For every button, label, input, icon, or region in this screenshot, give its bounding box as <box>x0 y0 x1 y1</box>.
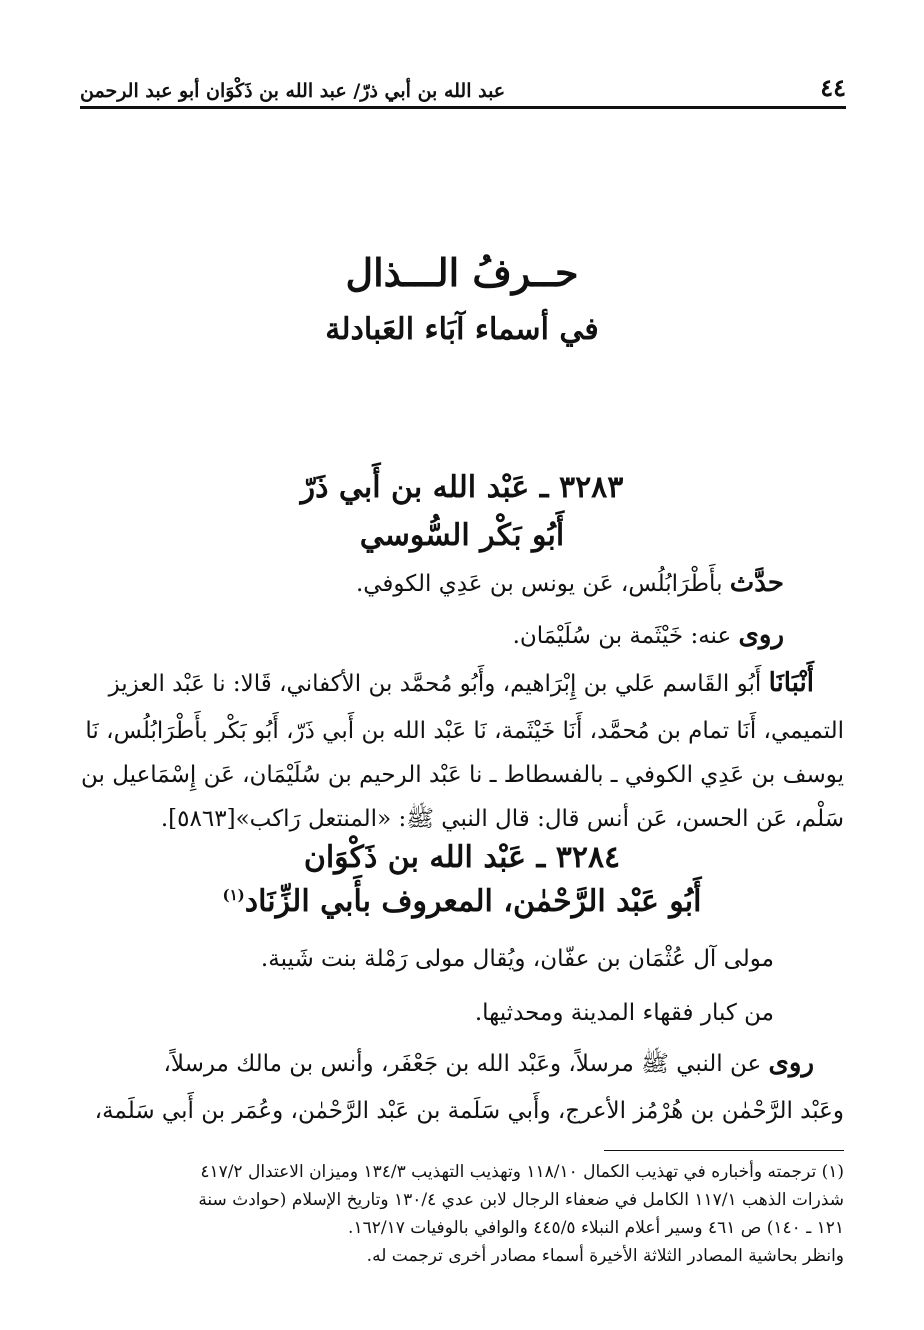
page-number: ٤٤ <box>820 73 846 102</box>
entry-3284-line-4 <box>78 1088 844 1135</box>
footnote-line: ١٢١ ـ ١٤٠) ص ٤٦١ وسير أعلام النبلاء ٤٤٥/٥ والوافي بالوفيات ١٦٢/١٧. <box>348 1218 844 1238</box>
entry-3284-title: ٣٢٨٤ ـ عَبْد الله بن ذَكْوَان <box>303 840 621 875</box>
entry-3284-line-1 <box>78 936 774 983</box>
footnote-ref: (١) <box>222 886 245 904</box>
keyword: حدَّث <box>729 568 784 598</box>
entry-3283-line-6 <box>78 796 844 843</box>
footnotes <box>78 1158 844 1270</box>
entry-3283-subtitle: أَبُو بَكْر السُّوسي <box>359 518 565 553</box>
line-text: وعَبْد الرَّحْمٰن بن هُرْمُز الأعرج، وأَبي سَلَمة بن عَبْد الرَّحْمٰن، وعُمَر بن أَبي سَلَمة، <box>94 1098 844 1124</box>
line-text: من كبار فقهاء المدينة ومحدثيها. <box>474 1000 774 1026</box>
line-text: بأَطْرَابُلُس، عَن يونس بن عَدِي الكوفي. <box>355 571 730 597</box>
footnote-line: وانظر بحاشية المصادر الثلاثة الأخيرة أسماء مصادر أخرى ترجمت له. <box>366 1246 844 1266</box>
keyword: أَنْبَانَا <box>768 668 814 698</box>
section-title: حــرفُ الـــذال <box>345 250 579 295</box>
entry-3284-subtitle: أَبُو عَبْد الرَّحْمٰن، المعروف بأَبي الزِّنَاد <box>244 884 702 919</box>
line-text: عنه: خَيْثَمة بن سُلَيْمَان. <box>512 623 739 649</box>
section-subtitle: في أسماء آبَاء العَبادلة <box>325 312 599 347</box>
entry-3283-line-1 <box>78 560 784 608</box>
line-text: يوسف بن عَدِي الكوفي ـ بالفسطاط ـ نا عَبْد الرحيم بن سُلَيْمَان، عَن إِسْمَاعيل بن <box>80 762 844 788</box>
footnote-separator <box>604 1150 844 1151</box>
entry-3283-line-3 <box>78 660 814 708</box>
keyword: روى <box>738 620 784 650</box>
entry-3283-line-2 <box>78 612 784 660</box>
running-title: عبد الله بن أبي ذرّ/ عبد الله بن ذَكْوَان أبو عبد الرحمن <box>80 80 506 102</box>
entry-3283-line-4 <box>78 708 844 755</box>
entry-3284-subtitle-wrap <box>80 884 844 919</box>
line-text: عن النبي ﷺ مرسلاً، وعَبْد الله بن جَعْفَر، وأنس بن مالك مرسلاً، <box>163 1051 769 1077</box>
keyword: روى <box>768 1048 814 1078</box>
line-text: أَبُو القَاسم عَلي بن إِبْرَاهيم، وأَبُو مُحمَّد بن الأكفاني، قَالا: نا عَبْد العزيز <box>108 671 769 697</box>
page-header <box>80 62 846 109</box>
line-text: التميمي، أَنَا تمام بن مُحمَّد، أَنَا خَيْثَمة، نَا عَبْد الله بن أَبي ذَرّ، أَبُو بَكْر بأَطْرَابُلُس، نَا <box>85 718 844 744</box>
line-text: مولى آل عُثْمَان بن عفّان، ويُقال مولى رَمْلة بنت شَيبة. <box>260 946 774 972</box>
entry-3284-line-2 <box>78 990 774 1037</box>
entry-3284-line-3 <box>78 1040 814 1088</box>
line-text: سَلْم، عَن الحسن، عَن أنس قال: قال النبي ﷺ: «المنتعل رَاكب»[٥٨٦٣]. <box>160 806 844 832</box>
footnote-line: (١) ترجمته وأخباره في تهذيب الكمال ١١٨/١٠ وتهذيب التهذيب ١٣٤/٣ وميزان الاعتدال ٤١٧/٢ <box>200 1162 844 1182</box>
entry-3283-line-5 <box>78 752 844 799</box>
entry-3283-title: ٣٢٨٣ ـ عَبْد الله بن أَبي ذَرّ <box>300 470 624 505</box>
footnote-line: شذرات الذهب ١١٧/١ الكامل في ضعفاء الرجال لابن عدي ١٣٠/٤ وتاريخ الإسلام (حوادث سنة <box>198 1190 844 1210</box>
